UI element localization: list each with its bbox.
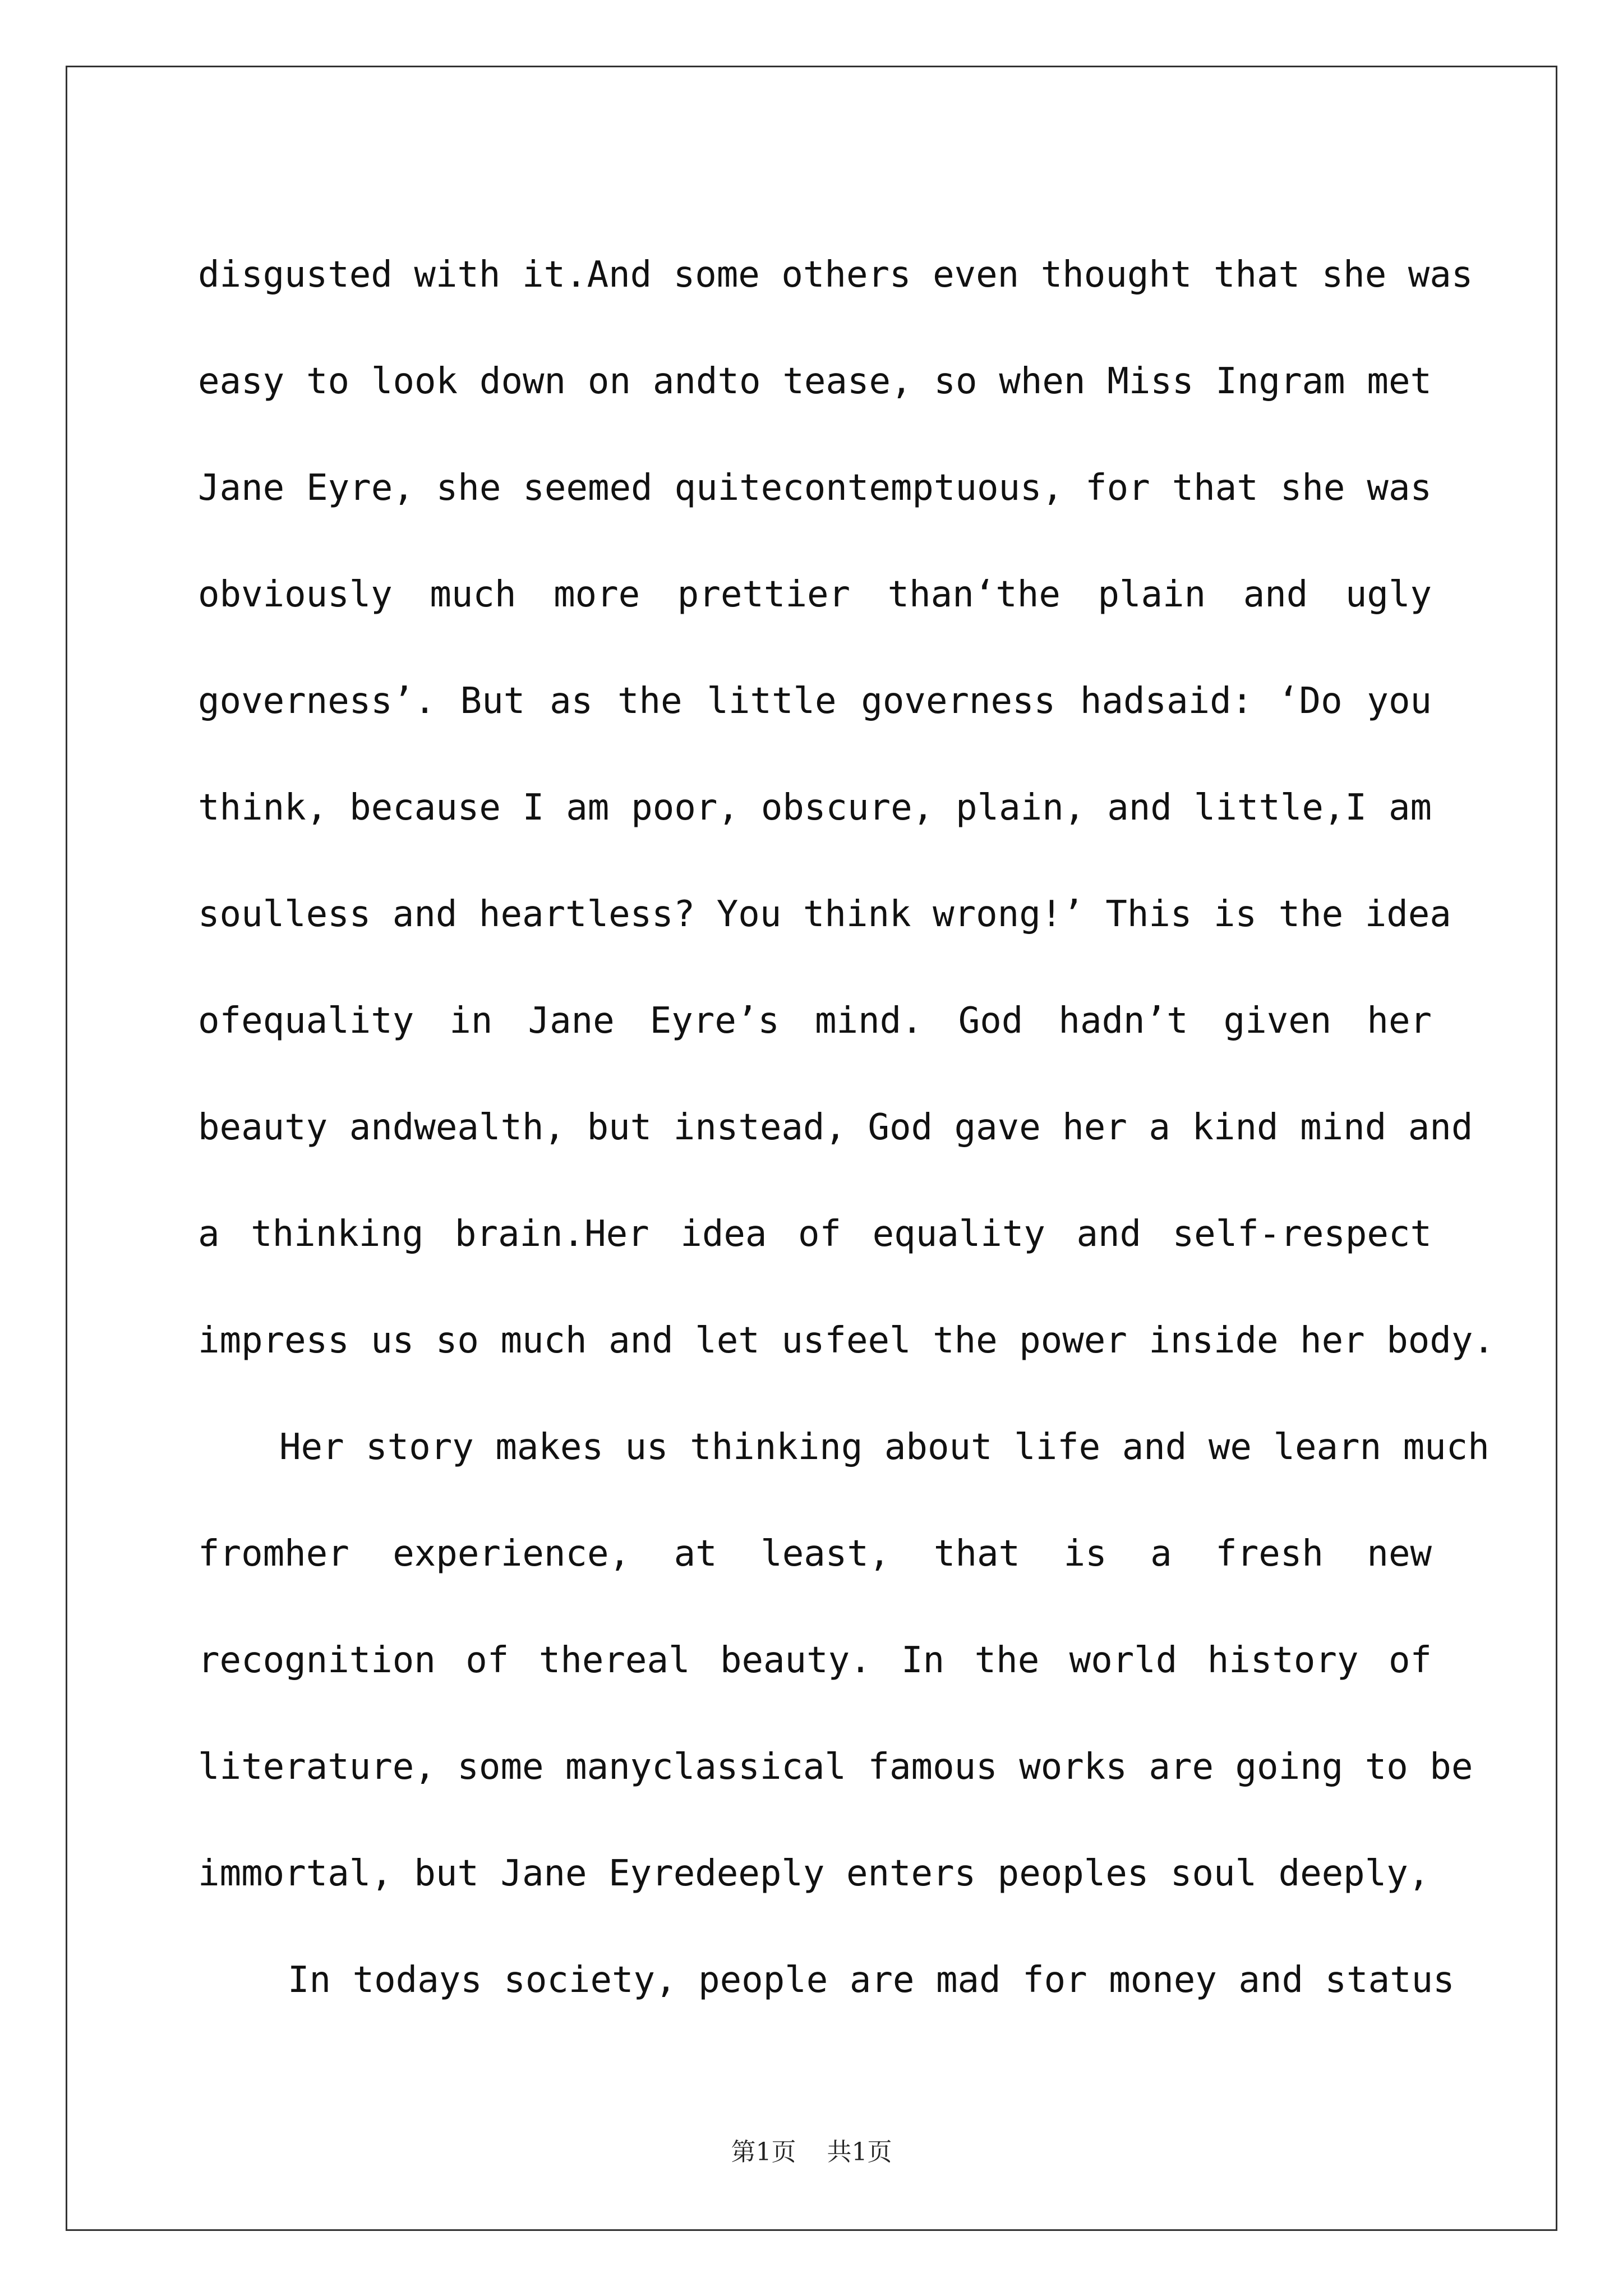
text-line: Jane Eyre, she seemed quitecontemptuous, for that she was	[198, 467, 1432, 509]
text-line: think, because I am poor, obscure, plain, and little,I am	[198, 787, 1432, 829]
text-line: beauty andwealth, but instead, God gave her a kind mind and	[198, 1107, 1473, 1148]
text-line: disgusted with it.And some others even thought that she was	[198, 254, 1473, 296]
text-line: soulless and heartless? You think wrong!’ This is the idea	[198, 894, 1451, 935]
paragraph-first-line: Her story makes us thinking about life and we learn much	[279, 1427, 1490, 1468]
page-total: 共1页	[827, 2138, 892, 2166]
text-line: easy to look down on andto tease, so when Miss Ingram met	[198, 361, 1432, 402]
document-body	[198, 222, 1495, 2033]
text-line: ofequality in Jane Eyre’s mind. God hadn’t given her	[198, 1000, 1432, 1042]
text-line: literature, some manyclassical famous works are going to be	[198, 1746, 1473, 1788]
text-line: fromher experience, at least, that is a fresh new	[198, 1533, 1432, 1575]
text-line: immortal, but Jane Eyredeeply enters peoples soul deeply,	[198, 1853, 1430, 1894]
text-line: impress us so much and let usfeel the power inside her body.	[198, 1320, 1495, 1361]
text-line: obviously much more prettier than‘the plain and ugly	[198, 574, 1432, 615]
text-line: governess’. But as the little governess hadsaid: ‘Do you	[198, 680, 1432, 722]
text-line: recognition of thereal beauty. In the world history of	[198, 1640, 1432, 1681]
page-footer	[0, 2132, 1623, 2168]
text-line: a thinking brain.Her idea of equality and self-respect	[198, 1213, 1432, 1255]
paragraph-first-line: In todays society, people are mad for money and status	[288, 1959, 1455, 2001]
page-number: 第1页	[731, 2138, 796, 2166]
